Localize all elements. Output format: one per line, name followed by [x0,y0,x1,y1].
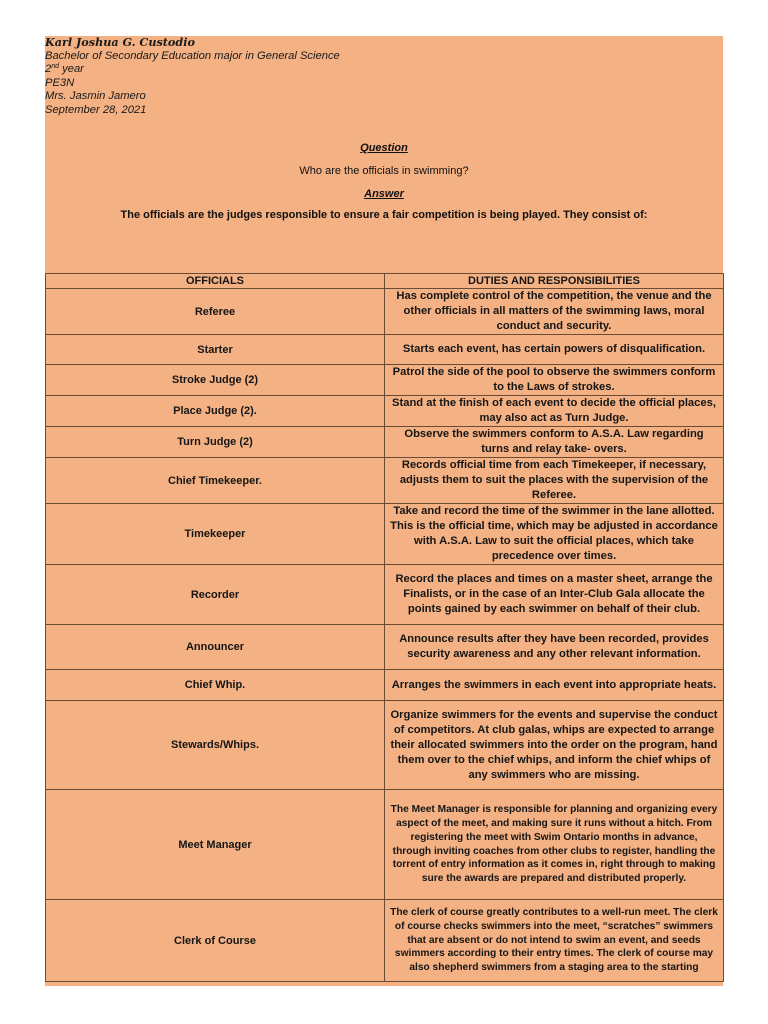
official-cell: Clerk of Course [46,900,385,982]
official-cell: Meet Manager [46,790,385,900]
table-row [46,335,724,365]
table-row [46,396,724,427]
duty-cell: Organize swimmers for the events and supervise the conduct of competitors. At club galas, whips are expected to arrange their allocated swimmers into the order on the program, hand them over to the chief whips, and inform the chief whips of any swimmers who are missing. [385,701,724,790]
answer-label-row [45,188,723,200]
official-cell: Chief Timekeeper. [46,458,385,504]
officials-table [45,273,724,982]
document-page [45,36,723,986]
duty-cell: Patrol the side of the pool to observe the swimmers conform to the Laws of strokes. [385,365,724,396]
table-row [46,701,724,790]
answer-label: Answer [364,188,404,200]
duty-cell: Arranges the swimmers in each event into appropriate heats. [385,670,724,701]
official-cell: Place Judge (2). [46,396,385,427]
table-row [46,504,724,565]
duty-cell: Take and record the time of the swimmer in the lane allotted. This is the official time, which may be adjusted in accordance with A.S.A. Law to suit the official places, which take precedence over times. [385,504,724,565]
table-row [46,427,724,458]
question-text: Who are the officials in swimming? [299,165,469,177]
answer-text: The officials are the judges responsible to ensure a fair competition is being played. They consist of: [120,209,648,221]
duties-column-header: DUTIES AND RESPONSIBILITIES [385,274,724,289]
official-cell: Starter [46,335,385,365]
table-row [46,670,724,701]
duty-cell: The Meet Manager is responsible for planning and organizing every aspect of the meet, and making sure it runs without a hitch. From registering the meet with Swim Ontario months in advance, through inviting coaches from other clubs to register, handling the torrent of entry information as it comes in, right through to making sure the awards are prepared and distributed properly. [385,790,724,900]
duty-cell: Announce results after they have been recorded, provides security awareness and any other relevant information. [385,625,724,670]
table-row [46,790,724,900]
year-level [45,63,340,77]
duty-cell: Starts each event, has certain powers of disqualification. [385,335,724,365]
official-cell: Chief Whip. [46,670,385,701]
duty-cell: Record the places and times on a master sheet, arrange the Finalists, or in the case of an Inter-Club Gala allocate the points gained by each swimmer on behalf of their club. [385,565,724,625]
question-label-row [45,142,723,154]
table-row [46,458,724,504]
table-row [46,365,724,396]
table-header-row [46,274,724,289]
officials-column-header: OFFICIALS [46,274,385,289]
duty-cell: The clerk of course greatly contributes to a well-run meet. The clerk of course checks swimmers into the meet, “scratches” swimmers that are absent or do not intend to swim an event, and seeds swimmers according to their entry times. The clerk of course may also shepherd swimmers from a staging area to the starting [385,900,724,982]
duty-cell: Observe the swimmers conform to A.S.A. Law regarding turns and relay take- overs. [385,427,724,458]
official-cell: Announcer [46,625,385,670]
year-number: 2 [45,63,52,76]
duty-cell: Stand at the finish of each event to decide the official places, may also act as Turn Judge. [385,396,724,427]
table-row [46,565,724,625]
official-cell: Recorder [46,565,385,625]
duty-cell: Records official time from each Timekeeper, if necessary, adjusts them to suit the places with the supervision of the Referee. [385,458,724,504]
duty-cell: Has complete control of the competition, the venue and the other officials in all matters of the swimming laws, moral conduct and security. [385,289,724,335]
table-row [46,900,724,982]
year-suffix: nd [51,63,60,71]
degree-program: Bachelor of Secondary Education major in General Science [45,49,340,62]
official-cell: Timekeeper [46,504,385,565]
submission-date: September 28, 2021 [45,103,147,116]
year-word: year [59,63,84,76]
official-cell: Referee [46,289,385,335]
student-header [45,36,340,118]
table-row [46,289,724,335]
official-cell: Stroke Judge (2) [46,365,385,396]
teacher-name: Mrs. Jasmin Jamero [45,90,146,103]
section-code: PE3N [45,76,75,89]
official-cell: Turn Judge (2) [46,427,385,458]
student-name: Karl Joshua G. Custodio [45,35,195,49]
question-label: Question [360,142,408,154]
official-cell: Stewards/Whips. [46,701,385,790]
table-row [46,625,724,670]
